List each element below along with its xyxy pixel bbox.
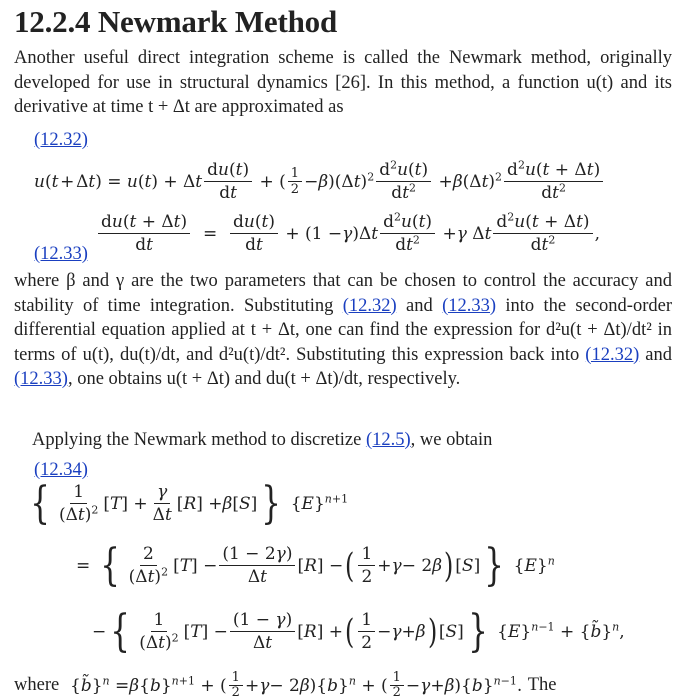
- equation-12-33: $\frac{du(t + \Delta t)}{dt}$ = $\frac{du(t)}{dt}$ + (1 − γ )Δ t $\frac{d^2u(t)}{dt^2}$ + γ Δ t $\frac{d^2u(t + \Delta t)}{dt^2}$ ,: [96, 212, 600, 255]
- equation-12-34-line-3: − { $\frac{1}{(\Delta t)^2}$ [ T ] − $\frac{(1 - \gamma)}{\Delta t}$ [ R ] + ( $\frac{1}{2}$ − γ + β ) [ S ] } { E }$^{n-1}$ + { b̃ }$^n$,: [92, 605, 625, 657]
- bottom-tail: The: [527, 675, 557, 695]
- ref-12-32-b[interactable]: (12.32): [585, 344, 640, 365]
- bottom-lead: where: [14, 675, 60, 695]
- ref-12-33-b[interactable]: (12.33): [14, 369, 68, 389]
- ref-12-32-a[interactable]: (12.32): [342, 295, 397, 316]
- equation-label-12-33[interactable]: (12.33): [34, 244, 88, 264]
- bottom-line: where { b̃ }$^n$ = β { b }$^{n+1}$ + ( $\frac{1}{2}$ + γ − 2 β ){ b }$^n$ + ( $\frac{1}{2}$ − γ + β ){ b }$^{n-1}$. The: [14, 670, 557, 700]
- intro-paragraph: Another useful direct integration scheme is called the Newmark method, originally developed for use in structural dynamics [26]. In this method, a function u(t) and its derivative at time t + Δt are approximated as: [14, 48, 672, 117]
- explanation-text-3: into the second-order differential equation applied at t + Δt, one can find the expression for d²u(t + Δt)/dt² in terms of u(t), du(t)/dt, and d²u(t)/dt². Substituting this expression back into: [14, 295, 672, 365]
- ref-12-33-a[interactable]: (12.33): [442, 295, 497, 316]
- ref-12-5[interactable]: (12.5): [365, 430, 411, 450]
- equation-label-12-32[interactable]: (12.32): [34, 130, 88, 150]
- explanation-text-1: where β and γ are the two parameters that can be chosen to control the accuracy and stability of time integration. Substituting: [14, 271, 672, 316]
- explanation-text-5: , one obtains u(t + Δt) and du(t + Δt)/dt, respectively.: [67, 369, 461, 389]
- explanation-paragraph: [14, 269, 672, 392]
- equation-12-32: u ( t + Δ t ) = u ( t ) + Δ t $\frac{du(t)}{dt}$ + ( $\frac{1}{2}$ − β )(Δ t )$^2$ $\frac{d^2u(t)}{dt^2}$ + β (Δ t )$^2$ $\frac{d^2u(t + \Delta t)}{dt^2}$: [34, 160, 605, 203]
- equation-12-34-line-2: = { $\frac{2}{(\Delta t)^2}$ [ T ] − $\frac{(1 - 2\gamma)}{\Delta t}$ [ R ] − ( $\frac{1}{2}$ + γ − 2 β ) [ S ] } { E }$^n$: [76, 539, 555, 591]
- explanation-text-4: and: [639, 344, 672, 365]
- equation-label-12-34[interactable]: (12.34): [34, 460, 88, 480]
- apply-text-1: Applying the Newmark method to discretize: [32, 430, 366, 450]
- explanation-text-2: and: [396, 295, 443, 316]
- equation-12-34-line-1: { $\frac{1}{(\Delta t)^2}$ [ T ] + $\frac{\gamma}{\Delta t}$ [ R ] + β [ S ] } { E }$^{n+1}$: [30, 477, 349, 529]
- section-title: 12.2.4 Newmark Method: [14, 4, 337, 39]
- apply-paragraph: [32, 428, 672, 453]
- apply-text-2: , we obtain: [410, 430, 493, 450]
